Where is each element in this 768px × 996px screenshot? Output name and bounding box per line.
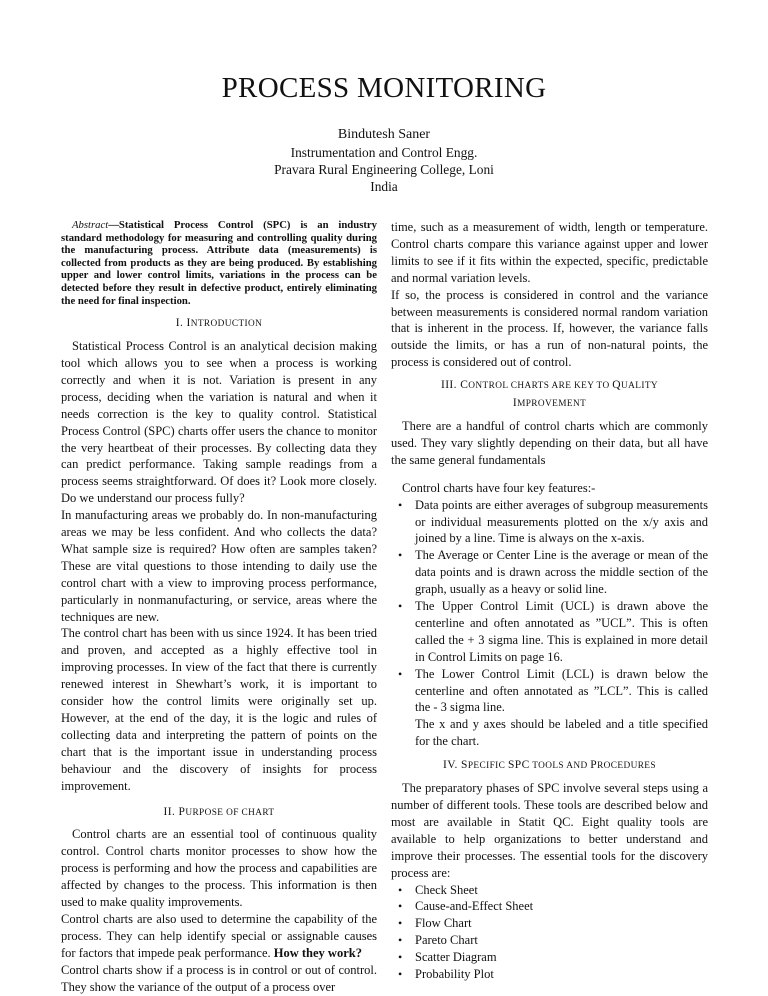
how-they-work-label: How they work? — [273, 945, 362, 960]
section-heading-purpose: II. PURPOSE OF CHART — [163, 805, 275, 818]
author-block — [0, 126, 768, 195]
features-note: The x and y axes should be labeled and a title specified for the chart. — [415, 717, 708, 749]
list-item: • Probability Plot — [398, 967, 494, 982]
bullet-icon: • — [398, 916, 403, 931]
intro-paragraph-1: Statistical Process Control is an analytical decision making tool which allows you to see when a process is working correctly and when it is not. Variation is present in any process, deciding when the variation is natural and when it needs correction is the key to quality control. Statistical Process Control (SPC) charts offer users the chance to monitor the very heartbeat of their processes. By collecting data they can predict performance. Taking sample readings from a process seems straightforward. Of does it? Look more closely. Do we understand our process fully? — [61, 339, 377, 506]
affiliation-country: India — [370, 179, 398, 194]
list-item: • Flow Chart — [398, 916, 472, 931]
features-list — [391, 497, 708, 751]
bullet-icon: • — [398, 548, 403, 563]
list-item: • Check Sheet — [398, 882, 478, 897]
list-item: • The Average or Center Line is the average or mean of the data points and is drawn across the middle section of the graph, usually as a heavy or solid line. — [398, 548, 708, 597]
list-item: • Cause-and-Effect Sheet — [398, 899, 534, 914]
abstract-text: —Statistical Process Control (SPC) is an industry standard methodology for measuring and controlling quality during the manufacturing process. Attribute data (measurements) is collected from products as they are being produced. By establishing upper and lower control limits, variations in the process can be detected before they result in defective product, entirely eliminating the need for final inspection. — [61, 219, 377, 307]
continued-paragraph-2: If so, the process is considered in control and the variance between measurements is considered normal random variation that is inherent in the process. If, however, the variance falls outside the limits, or has a run of non-natural points, the process is considered out of control. — [391, 287, 708, 370]
intro-paragraph-3: The control chart has been with us since 1924. It has been tried and proven, and accepted as a highly effective tool in improving processes. In view of the fact that there is currently renewed interest in Shewhart’s work, it is important to consider how the control limits were originally set up. However, at the end of the day, it is the logic and rules of collecting data and interpreting the pattern of points on the chart that is the important issue in understanding process behaviour and the discovery of insights for process improvement. — [61, 626, 377, 793]
bullet-icon: • — [398, 933, 403, 948]
affiliation-dept: Instrumentation and Control Engg. — [290, 145, 478, 160]
list-item: • Data points are either averages of subgroup measurements or individual measurements plotted on the x/y axis and joined by a line. Time is always on the x-axis. — [398, 497, 708, 546]
bullet-icon: • — [398, 599, 403, 614]
bullet-icon: • — [398, 666, 403, 681]
continued-paragraph-1: time, such as a measurement of width, length or temperature. Control charts compare this variance against upper and lower limits to see if it fits within the expected, specific, predictable and normal variation levels. — [391, 220, 708, 285]
affiliation-college: Pravara Rural Engineering College, Loni — [274, 162, 494, 177]
abstract — [61, 219, 377, 307]
tools-list — [391, 882, 708, 983]
author-name: Bindutesh Saner — [337, 127, 431, 142]
paper-title: PROCESS MONITORING — [221, 72, 547, 104]
bullet-icon: • — [398, 899, 403, 914]
section-heading-introduction: I. INTRODUCTION — [175, 317, 263, 330]
bullet-icon: • — [398, 882, 403, 897]
abstract-label: Abstract — [72, 219, 109, 231]
list-item: • Scatter Diagram — [398, 950, 497, 965]
bullet-icon: • — [398, 967, 403, 982]
section-heading-control-charts: III. CONTROL CHARTS ARE KEY TO QUALITY IMPROVEMENT — [440, 379, 659, 410]
features-intro: Control charts have four key features:- — [402, 480, 596, 495]
purpose-paragraph-2: Control charts are also used to determine the capability of the process. They can help identify special or assignable causes for factors that impede peak performance. How they work? — [61, 911, 377, 960]
bullet-icon: • — [398, 950, 403, 965]
section-heading-spc-tools: IV. SPECIFIC SPC TOOLS AND PROCEDURES — [443, 759, 656, 772]
bullet-icon: • — [398, 497, 403, 512]
right-column — [391, 219, 708, 983]
control-charts-paragraph: There are a handful of control charts which are commonly used. They vary slightly depending on their data, but all have the same general fundamentals — [391, 418, 708, 467]
intro-paragraph-2: In manufacturing areas we probably do. In non-manufacturing areas we may be less confident. And who collects the data? What sample size is required? How often are samples taken? These are vital questions to those intending to daily use the control chart with a view to improving process performance, particularly in nonmanufacturing, or service, areas where the techniques are new. — [61, 508, 377, 624]
purpose-paragraph-3: Control charts show if a process is in control or out of control. They show the variance of the output of a process over — [61, 962, 377, 994]
list-item: • The Lower Control Limit (LCL) is drawn below the centerline and often annotated as ”LCL”. This is called the - 3 sigma line. The x and y axes should be labeled and a title specified for the chart. — [398, 666, 708, 749]
spc-tools-paragraph: The preparatory phases of SPC involve several steps using a number of different tools. These tools are described below and most are available in Statit QC. Eight quality tools are available to help organizations to better understand and improve their processes. The essential tools for the discovery process are: — [391, 781, 708, 880]
list-item: • Pareto Chart — [398, 933, 478, 948]
left-column — [61, 219, 377, 996]
purpose-paragraph-1: Control charts are an essential tool of continuous quality control. Control charts monitor processes to show how the process is performing and how the process and capabilities are affected by changes to the process. This information is then used to make quality improvements. — [61, 827, 377, 910]
list-item: • The Upper Control Limit (UCL) is drawn above the centerline and often annotated as ”UCL”. This is often called the + 3 sigma line. This is explained in more detail in Control Limits on page 16. — [398, 599, 708, 664]
